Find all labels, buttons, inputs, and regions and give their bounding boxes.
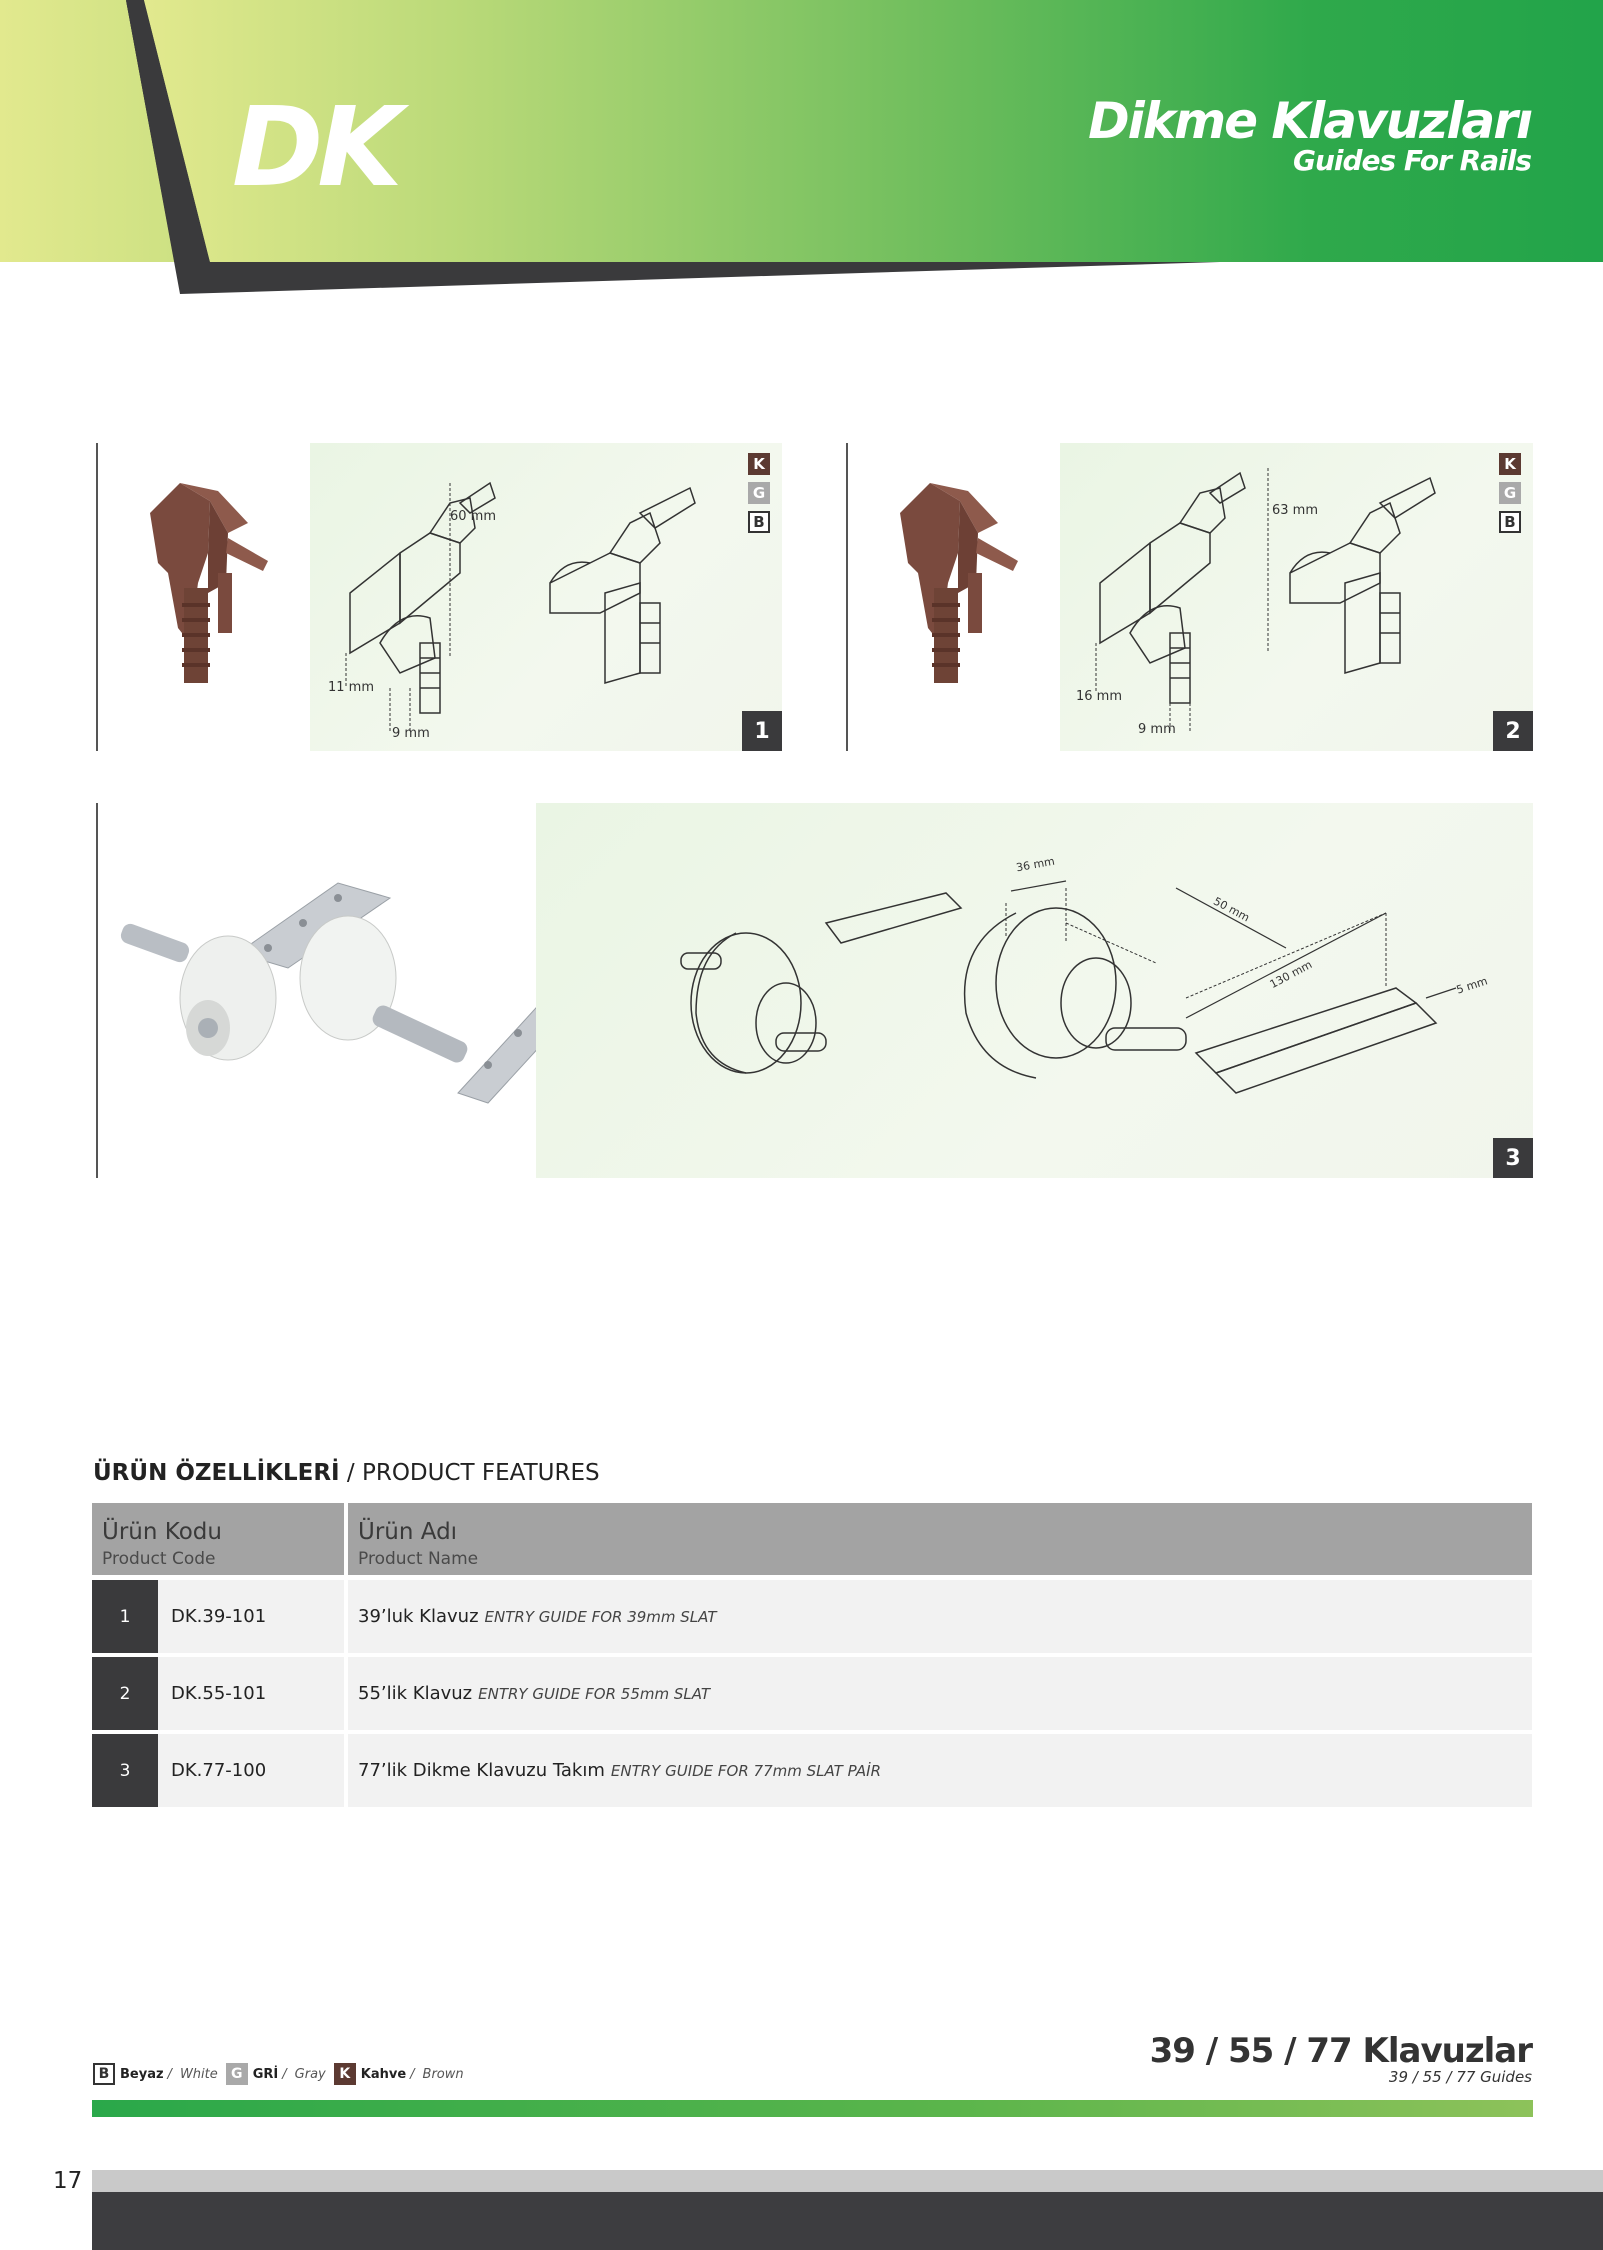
dim-label: 9 mm <box>392 726 430 741</box>
col-header-name-en: Product Name <box>358 1549 479 1569</box>
technical-drawing <box>536 803 1533 1178</box>
product-name <box>348 1657 1532 1730</box>
legend-brown-swatch: K <box>334 2063 356 2085</box>
features-title-en: PRODUCT FEATURES <box>361 1460 600 1486</box>
page-header <box>0 0 1603 300</box>
product-name-tr: 39’luk Klavuz <box>358 1606 479 1627</box>
color-grey: G <box>1499 482 1521 504</box>
row-index: 3 <box>92 1734 158 1807</box>
title-turkish: Dikme Klavuzları <box>1088 92 1531 150</box>
product-number-badge: 3 <box>1493 1138 1533 1178</box>
guide-line-drawing <box>310 443 780 747</box>
color-brown: K <box>748 453 770 475</box>
table-row <box>92 1734 1532 1807</box>
product-number-badge: 1 <box>742 711 782 751</box>
brown-guide-photo <box>848 443 1060 747</box>
col-header-code <box>92 1503 344 1575</box>
product-code: DK.55-101 <box>158 1657 344 1730</box>
row-index: 2 <box>92 1657 158 1730</box>
footer-title-tr: 39 / 55 / 77 Klavuzlar <box>1149 2031 1532 2071</box>
product-photo <box>98 443 310 751</box>
dim-label: 9 mm <box>1138 722 1176 737</box>
product-panel-3 <box>96 803 1533 1178</box>
page-title <box>1088 92 1531 177</box>
color-legend: B Beyaz / White G GRİ / Gray K Kahve / Brown <box>93 2062 472 2086</box>
dim-label: 63 mm <box>1272 503 1319 518</box>
legend-white-tr: Beyaz <box>120 2066 164 2082</box>
product-name-en: ENTRY GUIDE FOR 55mm SLAT <box>478 1684 711 1703</box>
product-name-tr: 55’lik Klavuz <box>358 1683 473 1704</box>
footer-title-en: 39 / 55 / 77 Guides <box>1388 2068 1532 2086</box>
product-code: DK.39-101 <box>158 1580 344 1653</box>
title-english: Guides For Rails <box>1292 144 1531 177</box>
dim-label: 11 mm <box>328 680 375 695</box>
category-code: DK <box>232 83 397 211</box>
legend-grey-en: Gray <box>294 2066 326 2082</box>
color-options <box>1499 453 1523 540</box>
product-name-en: ENTRY GUIDE FOR 39mm SLAT <box>484 1607 717 1626</box>
product-name-en: ENTRY GUIDE FOR 77mm SLAT PAİR <box>610 1761 881 1780</box>
guide-line-drawing <box>1060 443 1531 747</box>
col-header-name <box>348 1503 1532 1575</box>
technical-drawing <box>310 443 782 751</box>
table-row <box>92 1580 1532 1653</box>
legend-white-en: White <box>179 2066 218 2082</box>
color-white: B <box>748 511 770 533</box>
row-index: 1 <box>92 1580 158 1653</box>
dim-label: 130 mm <box>1267 957 1315 992</box>
footer-grey-strip <box>92 2170 1603 2192</box>
product-name <box>348 1734 1532 1807</box>
dim-label: 16 mm <box>1076 689 1123 704</box>
features-title-tr: ÜRÜN ÖZELLİKLERİ <box>93 1460 340 1486</box>
color-grey: G <box>748 482 770 504</box>
legend-grey-tr: GRİ <box>252 2066 279 2082</box>
col-header-code-tr: Ürün Kodu <box>102 1519 222 1545</box>
legend-white-swatch: B <box>93 2063 115 2085</box>
color-options <box>748 453 772 540</box>
table-row <box>92 1657 1532 1730</box>
col-header-name-tr: Ürün Adı <box>358 1519 458 1545</box>
product-panel-1 <box>96 443 782 751</box>
brown-guide-photo <box>98 443 310 747</box>
technical-drawing <box>1060 443 1533 751</box>
features-title-sep: / <box>339 1460 362 1486</box>
dim-label: 5 mm <box>1454 974 1490 997</box>
dim-label: 60 mm <box>450 509 497 524</box>
roller-guide-photo <box>98 803 536 1174</box>
col-header-code-en: Product Code <box>102 1549 216 1569</box>
product-name-tr: 77’lik Dikme Klavuzu Takım <box>358 1760 605 1781</box>
dim-label: 50 mm <box>1211 894 1252 925</box>
features-title <box>93 1460 600 1486</box>
page-number: 17 <box>53 2168 83 2194</box>
product-number-badge: 2 <box>1493 711 1533 751</box>
legend-brown-tr: Kahve <box>360 2066 407 2082</box>
product-photo <box>98 803 536 1178</box>
legend-brown-en: Brown <box>422 2066 464 2082</box>
product-panel-2 <box>846 443 1533 751</box>
color-brown: K <box>1499 453 1521 475</box>
footer-green-bar <box>92 2100 1533 2117</box>
footer-dark-strip <box>92 2192 1603 2250</box>
dim-label: 36 mm <box>1015 854 1056 875</box>
product-name <box>348 1580 1532 1653</box>
features-table-header <box>92 1503 1532 1575</box>
legend-grey-swatch: G <box>226 2063 248 2085</box>
product-code: DK.77-100 <box>158 1734 344 1807</box>
product-photo <box>848 443 1060 751</box>
footer-title <box>1149 2031 1532 2088</box>
color-white: B <box>1499 511 1521 533</box>
